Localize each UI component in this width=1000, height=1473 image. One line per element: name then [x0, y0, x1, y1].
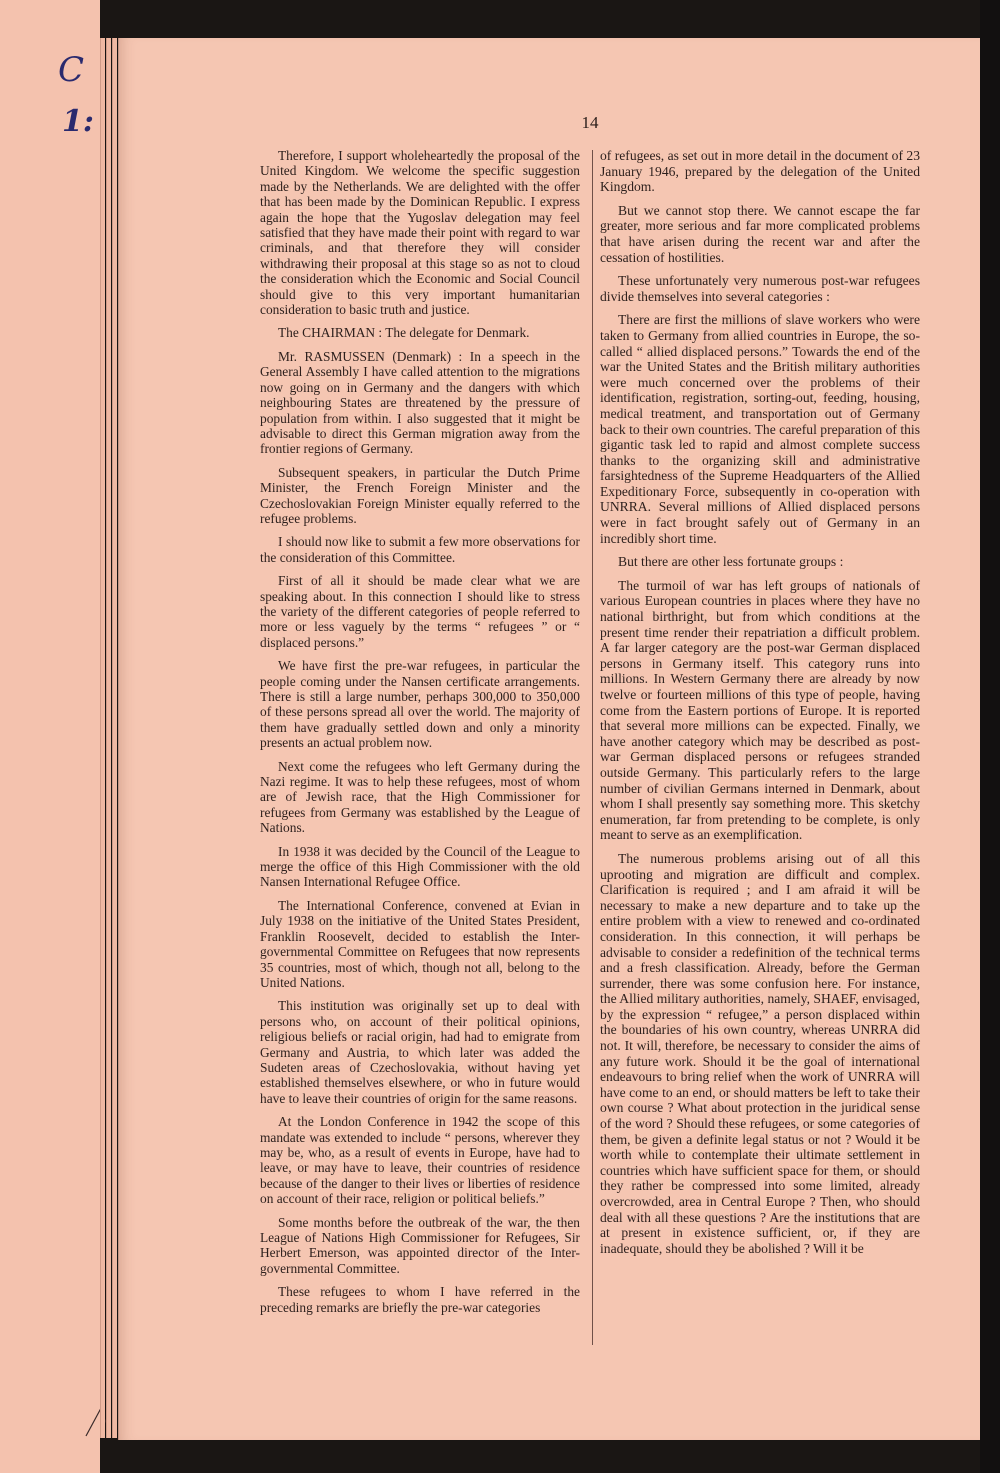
scan-background-edge — [980, 0, 1000, 1473]
text-column-right — [600, 148, 920, 1264]
paragraph: There are first the millions of slave workers who were taken to Germany from allied countries in Europe, the so-called “ allied displaced persons.” Towards the end of the war the United States and the British military authorities were much concerned over the problems of their identification, registration, sorting-out, feeding, housing, medical treatment, and transportation out of Germany back to their own countries. The careful preparation of this gigantic task led to rapid and almost complete success thanks to the organizing skill and administrative farsightedness of the Supreme Headquarters of the Allied Expeditionary Force, subsequently in co-operation with UNRRA. Several millions of Allied displaced persons were in fact brought safely out of Germany in an incredibly short time. — [600, 312, 920, 546]
paragraph: The numerous problems arising out of all this uprooting and migration are difficult and complex. Clarification is required ; and I am afraid it will be necessary to make a new departure and to take up the entire problem with a view to renewed and co-ordinated consideration. In this connection, it will perhaps be advisable to consider a redefinition of the technical terms and a fresh classification. Already, before the German surrender, there was some confusion here. For instance, the Allied military authorities, namely, SHAEF, envisaged, by the expression “ refugee,” a person displaced within the boundaries of his own country, whereas UNRRA did not. It will, therefore, be necessary to consider the aims of any future work. Should it be the goal of international endeavours to bring relief when the work of UNRRA will have come to an end, or should matters be left to take their own course ? What about protection in the juridical sense of the word ? Should these refugees, or some categories of them, be given a definite legal status or not ? Would it be worth while to contemplate their ultimate settlement in countries which have sufficient space for them, or should they rather be compressed into some limited, already overcrowded, area in Central Europe ? Then, who should deal with all these questions ? Are the institutions that are at present in existence sufficient, or, if they are inadequate, should they be abolished ? Will it be — [600, 850, 920, 1256]
text-column-left — [260, 148, 580, 1323]
paragraph: I should now like to submit a few more observations for the consideration of this Committee. — [260, 534, 580, 565]
paragraph: Next come the refugees who left Germany during the Nazi regime. It was to help these refugees, most of whom are of Jewish race, that the High Commissioner for refugees from Germany was established by the League of Nations. — [260, 758, 580, 836]
paragraph: Therefore, I support wholeheartedly the proposal of the United Kingdom. We welcome the specific suggestion made by the Netherlands. We are delighted with the offer that has been made by the Dominican Republic. I express again the hope that the Yugoslav delegation may feel satisfied that they have made their point with regard to war criminals, and that therefore they will consider withdrawing their proposal at this stage so as not to cloud the consideration which the Economic and Social Council should give to this very important humanitarian consideration to basic truth and justice. — [260, 148, 580, 318]
paragraph: Mr. RASMUSSEN (Denmark) : In a speech in the General Assembly I have called attention to the migrations now going on in Germany and the dangers with which neighbouring States are threatened by the pressure of population from within. I also suggested that it might be advisable to direct this German migration away from the frontier regions of Germany. — [260, 348, 580, 457]
paragraph: The CHAIRMAN : The delegate for Denmark. — [278, 325, 530, 341]
paragraph: The turmoil of war has left groups of nationals of various European countries in places where they have no national birthright, but from which conditions at the present time render their repatriation a difficult problem. A far larger category are the post-war German displaced persons in Germany itself. This category runs into millions. In Western Germany there are already by now twelve or fourteen millions of this type of people, having come from the Eastern portions of Europe. It is reported that several more millions can be expected. Finally, we have another category which may be described as post-war German displaced persons or refugees stranded outside Germany. This particularly refers to the large number of civilian Germans interned in Denmark, about whom I shall presently say something more. This sketchy enumeration, far from pretending to be complete, is only meant to serve as an exemplification. — [600, 577, 920, 843]
column-divider — [592, 150, 593, 1345]
left-binding-margin — [0, 0, 100, 1473]
page-number: 14 — [581, 113, 599, 132]
paragraph: These refugees to whom I have referred in the preceding remarks are briefly the pre-war categories — [260, 1284, 580, 1315]
page-stack-edge — [106, 38, 111, 1438]
paragraph: In 1938 it was decided by the Council of the League to merge the office of this High Commissioner with the old Nansen International Refugee Office. — [260, 843, 580, 890]
paragraph: Subsequent speakers, in particular the Dutch Prime Minister, the French Foreign Minister and the Czechoslovakian Foreign Minister equally referred to the refugee problems. — [260, 464, 580, 526]
paragraph: We have first the pre-war refugees, in particular the people coming under the Nansen certificate arrangements. There is still a large number, perhaps 300,000 to 350,000 of these persons spread all over the world. The majority of them have gradually settled down and only a minority presents an actual problem now. — [260, 658, 580, 751]
paragraph: At the London Conference in 1942 the scope of this mandate was extended to include “ persons, wherever they may be, who, as a result of events in Europe, have had to leave, or may have to leave, their countries of residence because of the danger to their lives or liberties of residence on account of their race, religion or political beliefs.” — [260, 1114, 580, 1207]
paragraph: But we cannot stop there. We cannot escape the far greater, more serious and far more complicated problems that have arisen during the recent war and after the cessation of hostilities. — [600, 202, 920, 265]
paragraph: of refugees, as set out in more detail in the document of 23 January 1946, prepared by the delegation of the United Kingdom. — [600, 148, 920, 195]
handwritten-mark-second: 1: — [62, 104, 94, 139]
paragraph: Some months before the outbreak of the war, the then League of Nations High Commissioner for Refugees, Sir Herbert Emerson, was appointed director of the Inter-governmental Committee. — [260, 1214, 580, 1276]
handwritten-mark-top: C — [58, 50, 85, 90]
paragraph: These unfortunately very numerous post-war refugees divide themselves into several categories : — [600, 273, 920, 304]
paragraph: First of all it should be made clear what we are speaking about. In this connection I should like to stress the variety of the different categories of people referred to more or less vaguely by the terms “ refugees ” or “ displaced persons.” — [260, 573, 580, 650]
page-stack-edge — [100, 38, 105, 1438]
paragraph: But there are other less fortunate groups : — [618, 554, 844, 570]
paragraph: The International Conference, convened at Evian in July 1938 on the initiative of the United States President, Franklin Roosevelt, decided to establish the Inter-governmental Committee on Refugees that now represents 35 countries, most of which, though not all, belong to the United Nations. — [260, 897, 580, 990]
page-stack-edge — [112, 38, 117, 1438]
paragraph: This institution was originally set up to deal with persons who, on account of their political opinions, religious beliefs or racial origin, had had to emigrate from Germany and Austria, to which later was added the Sudeten areas of Czechoslovakia, without having yet established themselves elsewhere, or who in future would have to leave their countries of origin for the same reasons. — [260, 998, 580, 1106]
